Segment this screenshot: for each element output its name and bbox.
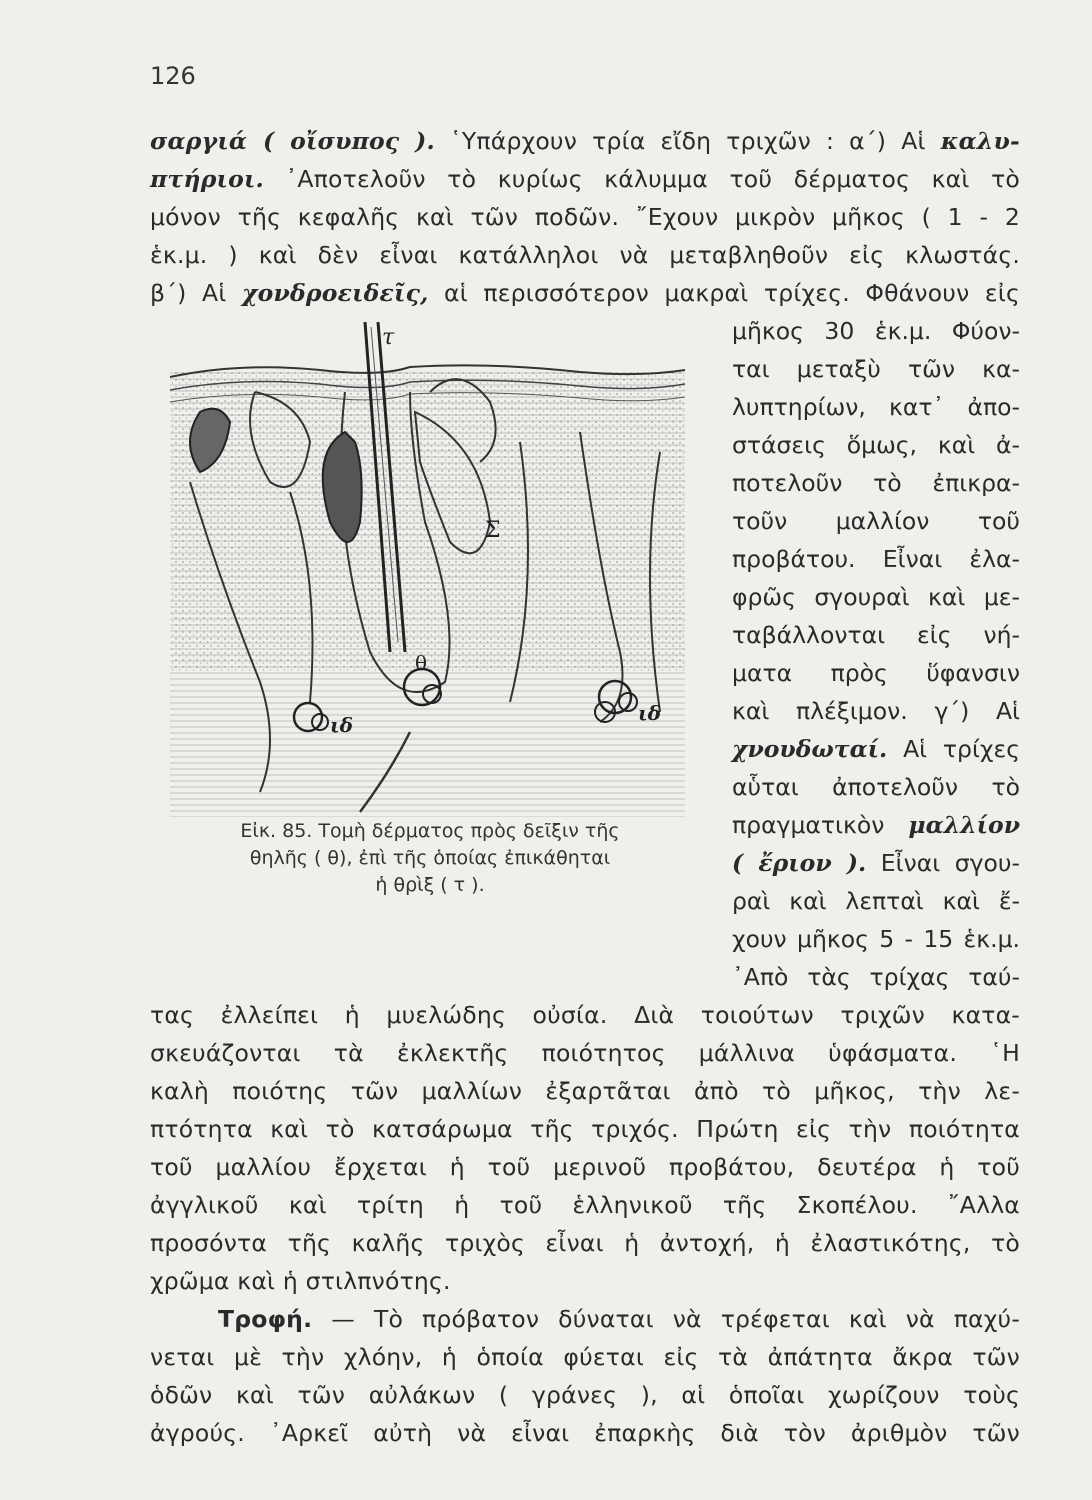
caption-line: θηλῆς ( θ), ἐπὶ τῆς ὁποίας ἐπικάθηται: [249, 847, 611, 869]
text-line: [150, 122, 1020, 160]
text-line: καλὴ ποιότης τῶν μαλλίων ἐξαρτᾶται ἀπὸ τὸ μῆκος, τὴν λε-: [150, 1077, 1020, 1105]
text-line: [218, 1300, 1020, 1338]
side-text-line: [732, 730, 1020, 768]
figure-label-iota-left: ιδ: [330, 713, 354, 737]
side-text-line: χουν μῆκος 5 - 15 ἑκ.μ.: [732, 925, 1020, 953]
text-line: ἀγγλικοῦ καὶ τρίτη ἡ τοῦ ἑλληνικοῦ τῆς Σκοπέλου. ῎Αλλα: [150, 1191, 1020, 1219]
side-text-line: [732, 844, 1020, 882]
text-line: πτότητα καὶ τὸ κατσάρωμα τῆς τριχός. Πρώτη εἰς τὴν ποιότητα: [150, 1115, 1020, 1143]
text-line: ἀγρούς. ᾽Αρκεῖ αὐτὴ νὰ εἶναι ἐπαρκὴς διὰ τὸν ἀριθμὸν τῶν: [150, 1419, 1020, 1447]
section-heading: Τροφή.: [218, 1305, 313, 1333]
italic-term: χνουδωταί.: [732, 735, 888, 763]
skin-section-figure: [160, 322, 700, 817]
text-line: προσόντα τῆς καλῆς τριχὸς εἶναι ἡ ἀντοχή, ἡ ἐλαστικότης, τὸ: [150, 1229, 1020, 1257]
text-line: νεται μὲ τὴν χλόην, ἡ ὁποία φύεται εἰς τὰ ἀπάτητα ἄκρα τῶν: [150, 1343, 1020, 1371]
side-text-line: ποτελοῦν τὸ ἐπικρα-: [732, 469, 1020, 497]
side-text-line: [732, 806, 1020, 844]
side-text-line: τοῦν μαλλίον τοῦ: [732, 507, 1020, 535]
text-run: ᾽Αποτελοῦν τὸ κυρίως κάλυμμα τοῦ δέρματος καὶ τὸ: [263, 165, 1020, 193]
text-line: ὁδῶν καὶ τῶν αὐλάκων ( γράνες ), αἱ ὁποῖαι χωρίζουν τοὺς: [150, 1381, 1020, 1409]
side-text-line: ᾽Απὸ τὰς τρίχας ταύ-: [732, 963, 1020, 991]
caption-line: ἡ θρὶξ ( τ ).: [375, 874, 485, 896]
side-text-line: ται μεταξὺ τῶν κα-: [732, 355, 1020, 383]
side-text-line: ραὶ καὶ λεπταὶ καὶ ἔ-: [732, 887, 1020, 915]
side-text-line: αὗται ἀποτελοῦν τὸ: [732, 773, 1020, 801]
text-run: — Τὸ πρόβατον δύναται νὰ τρέφεται καὶ νὰ παχύ-: [312, 1305, 1020, 1333]
side-text-line: ματα πρὸς ὕφανσιν: [732, 659, 1020, 687]
side-text-line: φρῶς σγουραὶ καὶ με-: [732, 583, 1020, 611]
text-run: Εἶναι σγου-: [866, 849, 1020, 877]
italic-term: χονδροειδεῖς,: [242, 279, 429, 307]
italic-term: ( ἔριον ).: [732, 849, 867, 877]
text-run: ῾Υπάρχουν τρία εἴδη τριχῶν : α΄) Αἱ: [434, 127, 941, 155]
figure-label-iota-right: ιδ: [638, 701, 662, 725]
side-text-line: μῆκος 30 ἑκ.μ. Φύον-: [732, 317, 1020, 345]
side-text-line: λυπτηρίων, κατ᾽ ἀπο-: [732, 393, 1020, 421]
figure-label-theta: θ: [415, 651, 428, 675]
italic-term: μαλλίον: [908, 811, 1020, 839]
side-text-line: ταβάλλονται εἰς νή-: [732, 621, 1020, 649]
side-text-line: προβάτου. Εἶναι ἐλα-: [732, 545, 1020, 573]
side-text-line: καὶ πλέξιμον. γ΄) Αἱ: [732, 697, 1020, 725]
text-run: αἱ περισσότερον μακραὶ τρίχες. Φθάνουν εἰς: [428, 279, 1020, 307]
skin-section-illustration: [160, 322, 700, 817]
page-number: 126: [150, 62, 196, 90]
text-run: Αἱ τρίχες: [887, 735, 1020, 763]
figure-label-sigma: Σ: [485, 518, 501, 543]
italic-term: πτήριοι.: [150, 165, 264, 193]
text-line: [150, 160, 1020, 198]
text-line: [150, 274, 1020, 312]
italic-term: σαργιά ( οἴσυπος ).: [150, 127, 435, 155]
figure-caption: [160, 818, 700, 899]
figure-label-tau: τ: [382, 325, 395, 350]
text-line: μόνον τῆς κεφαλῆς καὶ τῶν ποδῶν. ῎Εχουν μικρὸν μῆκος ( 1 - 2: [150, 203, 1020, 231]
text-line: σκευάζονται τὰ ἐκλεκτῆς ποιότητος μάλλινα ὑφάσματα. ῾Η: [150, 1039, 1020, 1067]
text-run: πραγματικὸν: [732, 811, 909, 839]
text-line: τας ἐλλείπει ἡ μυελώδης οὐσία. Διὰ τοιούτων τριχῶν κατα-: [150, 1001, 1020, 1029]
text-line: ἑκ.μ. ) καὶ δὲν εἶναι κατάλληλοι νὰ μεταβληθοῦν εἰς κλωστάς.: [150, 241, 1020, 269]
text-run: β΄) Αἱ: [150, 279, 243, 307]
italic-term: καλυ-: [940, 127, 1020, 155]
text-line: τοῦ μαλλίου ἔρχεται ἡ τοῦ μερινοῦ προβάτου, δευτέρα ἡ τοῦ: [150, 1153, 1020, 1181]
caption-line: Εἰκ. 85. Τομὴ δέρματος πρὸς δεῖξιν τῆς: [240, 820, 620, 842]
side-text-line: στάσεις ὅμως, καὶ ἀ-: [732, 431, 1020, 459]
text-line: χρῶμα καὶ ἡ στιλπνότης.: [150, 1267, 451, 1295]
